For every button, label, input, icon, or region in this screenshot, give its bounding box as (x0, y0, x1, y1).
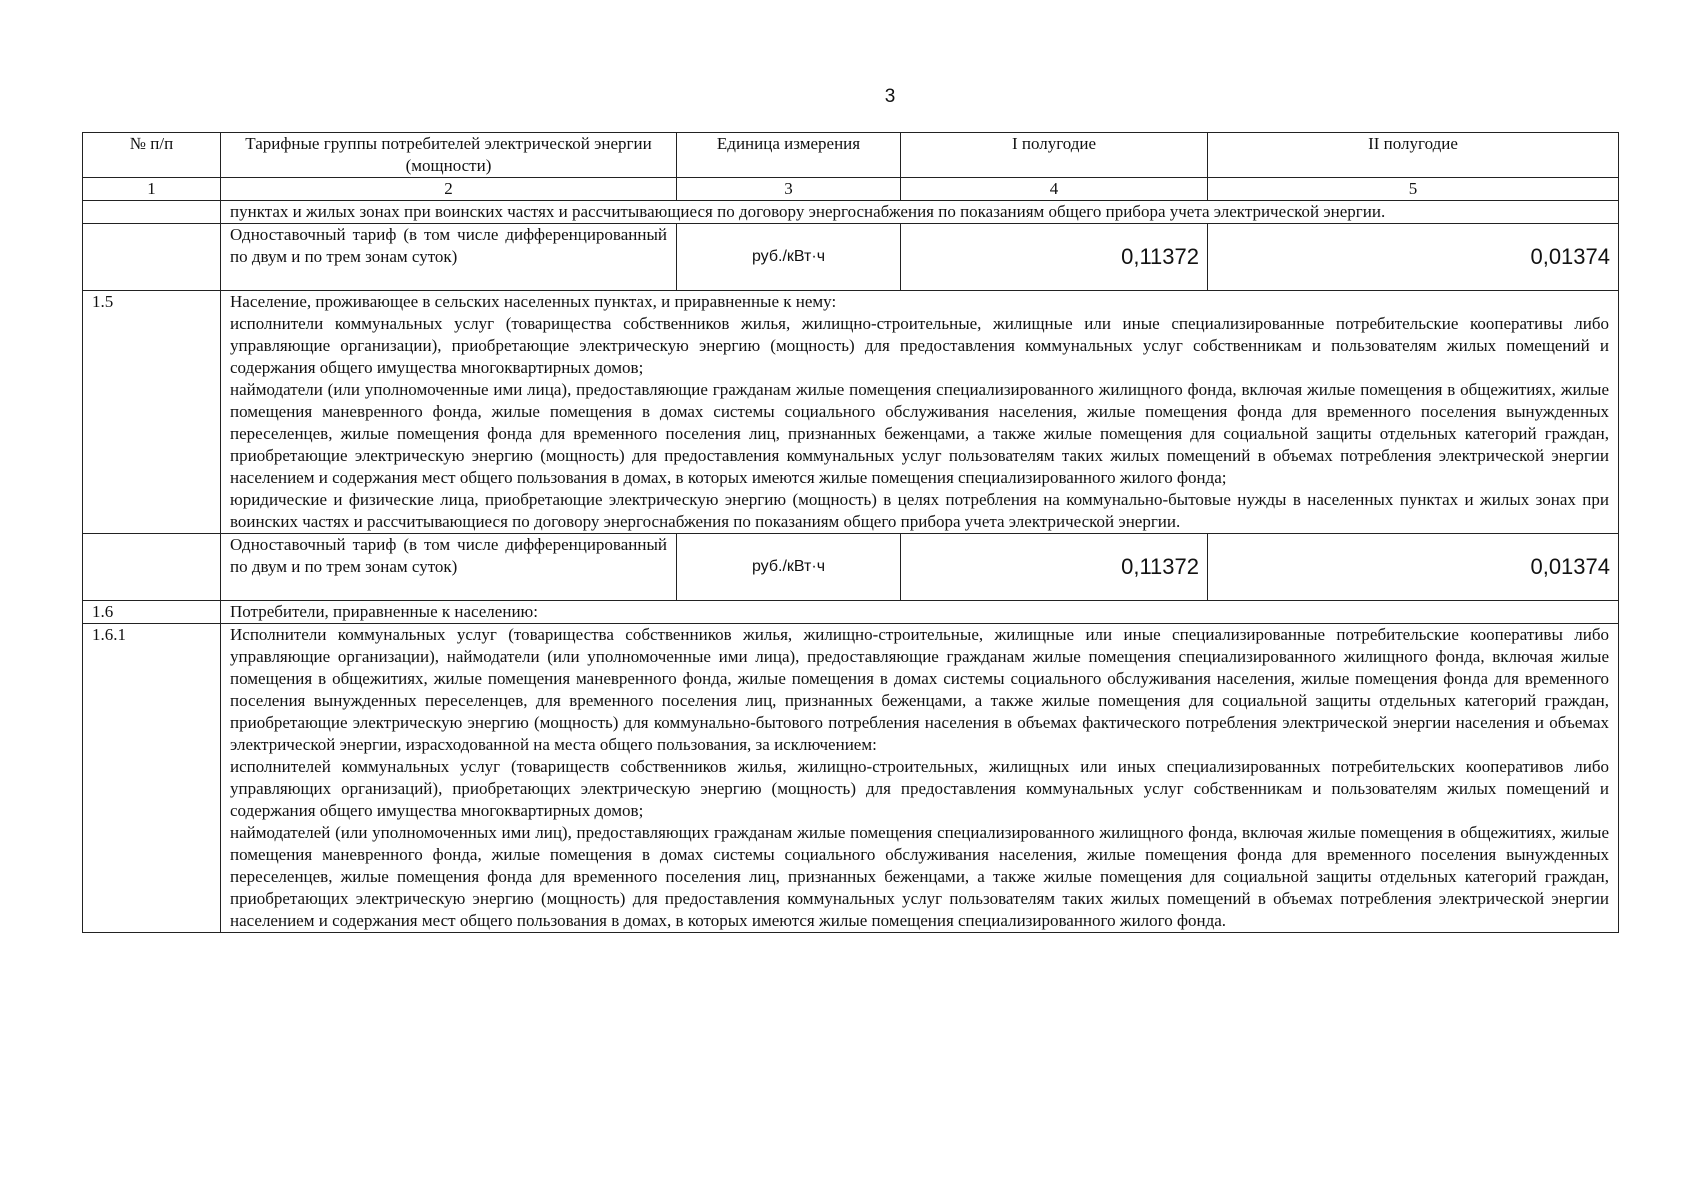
paragraph: Население, проживающее в сельских населенных пунктах, и приравненные к нему: (230, 292, 837, 311)
tariff-table (82, 132, 1619, 933)
row-number-cell (83, 224, 221, 291)
first-half-value: 0,11372 (901, 224, 1208, 291)
column-number: 5 (1208, 178, 1619, 201)
paragraph: Исполнители коммунальных услуг (товарищества собственников жилья, жилищно-строительные, жилищные или иные специализированные потребительские кооперативы либо управляющие организации), наймодатели (или уполномоченные ими лица), предоставляющие гражданам жилые помещения специализированного жилищного фонда, включая жилые помещения в общежитиях, жилые помещения маневренного фонда, жилые помещения в домах системы социального обслуживания населения, жилые помещения фонда для временного поселения вынужденных переселенцев, для временного поселения лиц, признанных беженцами, а также жилые помещения для социальной защиты отдельных категорий граждан, приобретающие электрическую энергию (мощность) для коммунально-бытового потребления населения в объемах фактического потребления электрической энергии населения и объемах электрической энергии, израсходованной на места общего пользования, за исключением: (230, 625, 1609, 754)
header-second-half: II полугодие (1208, 133, 1619, 178)
row-number: 1.6 (83, 601, 221, 624)
tariff-label: Одноставочный тариф (в том числе дифференцированный по двум и по трем зонам суток) (221, 534, 677, 601)
table-row (83, 201, 1619, 224)
second-half-value: 0,01374 (1208, 534, 1619, 601)
column-number: 3 (677, 178, 901, 201)
row-description (221, 624, 1619, 933)
paragraph: наймодатели (или уполномоченные ими лица), предоставляющие гражданам жилые помещения специализированного жилищного фонда, включая жилые помещения в общежитиях, жилые помещения маневренного фонда, жилые помещения в домах системы социального обслуживания населения, жилые помещения фонда для временного поселения вынужденных переселенцев, жилые помещения фонда для временного поселения лиц, признанных беженцами, а также жилые помещения для социальной защиты отдельных категорий граждан, приобретающие электрическую энергию (мощность) для предоставления коммунальных услуг пользователям таких жилых помещений в объемах потребления электрической энергии населением и содержания мест общего пользования в домах, в которых имеются жилые помещения специализированного жилого фонда; (230, 380, 1609, 487)
table-row (83, 291, 1619, 534)
paragraph: юридические и физические лица, приобретающие электрическую энергию (мощность) в целях потребления на коммунально-бытовые нужды в населенных пунктах и жилых зонах при воинских частях и рассчитывающиеся по договору энергоснабжения по показаниям общего прибора учета электрической энергии. (230, 490, 1609, 531)
unit-cell: руб./кВт·ч (677, 534, 901, 601)
unit-cell: руб./кВт·ч (677, 224, 901, 291)
table-row (83, 601, 1619, 624)
continuation-text: пунктах и жилых зонах при воинских частях и рассчитывающиеся по договору энергоснабжения по показаниям общего прибора учета электрической энергии. (221, 201, 1619, 224)
header-unit: Единица измерения (677, 133, 901, 178)
paragraph: исполнители коммунальных услуг (товарищества собственников жилья, жилищно-строительные, жилищные или иные специализированные потребительские кооперативы либо управляющие организации), приобретающие электрическую энергию (мощность) для предоставления коммунальных услуг собственникам и пользователям жилых помещений и содержания общего имущества многоквартирных домов; (230, 314, 1609, 377)
first-half-value: 0,11372 (901, 534, 1208, 601)
row-number-cell (83, 201, 221, 224)
page-number: 3 (884, 86, 896, 107)
row-description: Потребители, приравненные к населению: (221, 601, 1619, 624)
row-number-cell (83, 534, 221, 601)
header-first-half: I полугодие (901, 133, 1208, 178)
column-number: 1 (83, 178, 221, 201)
paragraph: наймодателей (или уполномоченных ими лиц), предоставляющих гражданам жилые помещения специализированного жилищного фонда, включая жилые помещения в общежитиях, жилые помещения маневренного фонда, жилые помещения в домах системы социального обслуживания населения, жилые помещения фонда для временного поселения вынужденных переселенцев, жилые помещения фонда для временного поселения лиц, признанных беженцами, а также жилые помещения для социальной защиты отдельных категорий граждан, приобретающих электрическую энергию (мощность) для предоставления коммунальных услуг пользователям таких жилых помещений в объемах потребления электрической энергии населением и содержания мест общего пользования в домах, в которых имеются жилые помещения специализированного жилого фонда. (230, 823, 1609, 930)
table-row (83, 224, 1619, 291)
header-number: № п/п (83, 133, 221, 178)
row-number: 1.5 (83, 291, 221, 534)
header-tariff-groups: Тарифные группы потребителей электрической энергии (мощности) (221, 133, 677, 178)
table-header-row (83, 133, 1619, 178)
column-number: 4 (901, 178, 1208, 201)
row-description (221, 291, 1619, 534)
column-number-row (83, 178, 1619, 201)
table-row (83, 624, 1619, 933)
table-row (83, 534, 1619, 601)
paragraph: исполнителей коммунальных услуг (товариществ собственников жилья, жилищно-строительных, жилищных или иных специализированных потребительских кооперативов либо управляющих организаций), приобретающих электрическую энергию (мощность) для предоставления коммунальных услуг собственникам и пользователям жилых помещений и содержания общего имущества многоквартирных домов; (230, 757, 1609, 820)
column-number: 2 (221, 178, 677, 201)
tariff-label: Одноставочный тариф (в том числе дифференцированный по двум и по трем зонам суток) (221, 224, 677, 291)
row-number: 1.6.1 (83, 624, 221, 933)
second-half-value: 0,01374 (1208, 224, 1619, 291)
